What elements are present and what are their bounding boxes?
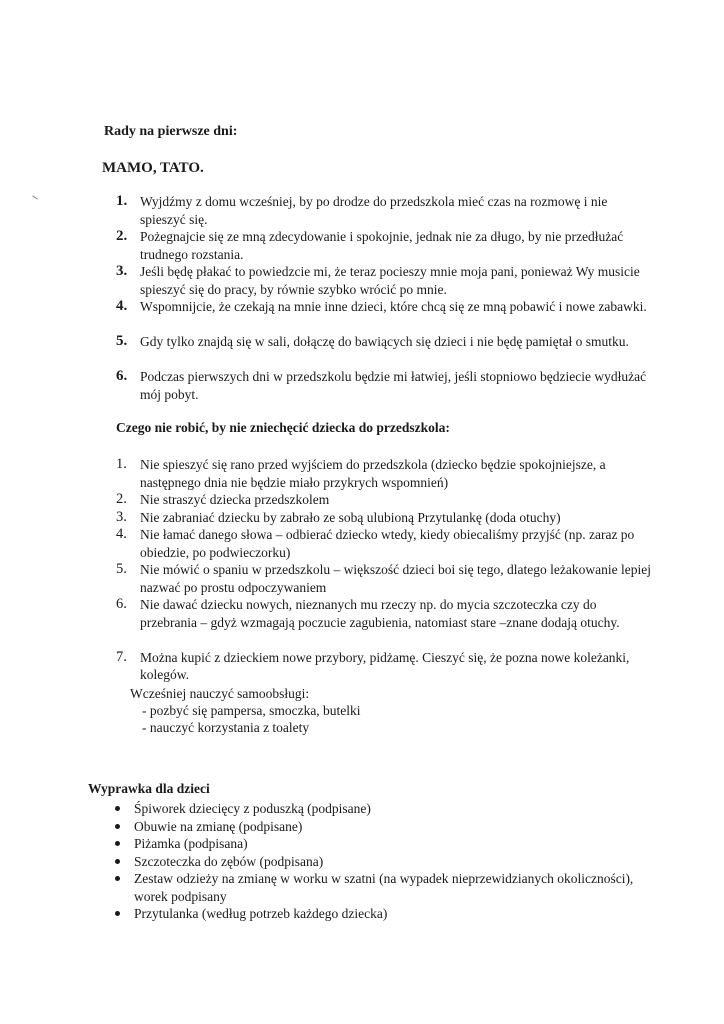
list-number: 4. xyxy=(116,298,128,314)
list-item-text: Zestaw odzieży na zmianę w worku w szatni (na wypadek nieprzewidzianych okoliczności), worek podpisany xyxy=(134,871,634,904)
scan-mark xyxy=(32,195,37,199)
list-number: 1. xyxy=(116,193,128,209)
donts-list xyxy=(116,456,656,684)
list-number: 6. xyxy=(116,596,127,612)
list-item-text: Gdy tylko znajdą się w sali, dołączę do bawiących się dzieci i nie będę pamiętał o smutku. xyxy=(140,334,629,349)
list-item xyxy=(116,263,656,298)
bullet-icon xyxy=(115,841,120,846)
list-item-text: Wspomnijcie, że czekają na mnie inne dzieci, które chcą się ze mną pobawić i nowe zabawki. xyxy=(140,299,647,314)
list-number: 6. xyxy=(116,368,128,384)
list-item xyxy=(114,905,634,923)
list-item-text: Wyjdźmy z domu wcześniej, by po drodze do przedszkola mieć czas na rozmowę i nie spieszyć się. xyxy=(140,194,608,227)
layette-heading: Wyprawka dla dzieci xyxy=(88,781,210,796)
list-item xyxy=(114,800,634,818)
list-item-text: Nie łamać danego słowa – odbierać dziecko wtedy, kiedy obiecaliśmy przyjść (np. zaraz po obiedzie, po podwieczorku) xyxy=(140,527,635,560)
list-number: 4. xyxy=(116,526,127,542)
list-item-text: Pożegnajcie się ze mną zdecydowanie i spokojnie, jednak nie za długo, by nie przedłużać trudnego rozstania. xyxy=(140,229,624,262)
list-item xyxy=(114,835,634,853)
list-number: 2. xyxy=(116,228,128,244)
list-item xyxy=(114,818,634,836)
list-number: 5. xyxy=(116,333,128,349)
list-item-text: Podczas pierwszych dni w przedszkolu będzie mi łatwiej, jeśli stopniowo będziecie wydłużać mój pobyt. xyxy=(140,369,647,402)
list-item-text: Można kupić z dzieckiem nowe przybory, pidżamę. Cieszyć się, że pozna nowe koleżanki, kolegów. xyxy=(140,649,630,682)
list-number: 3. xyxy=(116,508,127,525)
list-item xyxy=(116,491,656,509)
list-number: 1. xyxy=(116,456,127,472)
list-item-text: Nie spieszyć się rano przed wyjściem do przedszkola (dziecko będzie spokojniejsze, a następnego dnia nie będzie miało przykrych wspomnień) xyxy=(140,457,606,490)
list-number: 2. xyxy=(116,491,127,507)
list-number: 7. xyxy=(116,648,127,665)
list-item-text: Piżamka (podpisana) xyxy=(134,836,248,851)
self-care-item: - nauczyć korzystania z toalety xyxy=(142,720,310,735)
list-number: 5. xyxy=(116,561,127,577)
list-item-text: Śpiworek dziecięcy z poduszką (podpisane) xyxy=(134,801,371,816)
list-item xyxy=(116,193,656,228)
list-item xyxy=(116,509,656,527)
bullet-icon xyxy=(115,876,120,881)
list-item-text: Nie mówić o spaniu w przedszkolu – większość dzieci boi się tego, dlatego leżakowanie lepiej nazwać po prostu odpoczywaniem xyxy=(140,562,651,595)
donts-heading: Czego nie robić, by nie zniechęcić dziecka do przedszkola: xyxy=(116,420,450,435)
list-item xyxy=(114,853,634,871)
list-item xyxy=(116,298,656,333)
heading: Rady na pierwsze dni: xyxy=(104,124,238,139)
list-item xyxy=(114,870,634,905)
list-item xyxy=(116,596,656,649)
address-heading: MAMO, TATO. xyxy=(102,160,204,176)
list-item xyxy=(116,456,656,491)
bullet-icon xyxy=(115,806,120,811)
list-item-text: Nie dawać dziecku nowych, nieznanych mu rzeczy np. do mycia szczoteczka czy do przebrania – gdyż wzmagają poczucie zagubienia, natomiast stare –znane dodają otuchy. xyxy=(140,597,620,630)
list-item xyxy=(116,368,656,403)
list-item-text: Obuwie na zmianę (podpisane) xyxy=(134,818,303,834)
list-item-text: Przytulanka (według potrzeb każdego dziecka) xyxy=(134,906,388,921)
tips-list xyxy=(116,193,656,403)
list-item xyxy=(116,649,656,684)
list-item xyxy=(116,526,656,561)
bullet-icon xyxy=(115,911,120,916)
bullet-icon xyxy=(115,859,120,864)
list-item xyxy=(116,228,656,263)
layette-list xyxy=(114,800,634,923)
list-item xyxy=(116,333,656,368)
list-item xyxy=(116,561,656,596)
list-item-text: Szczoteczka do zębów (podpisana) xyxy=(134,853,324,869)
list-number: 3. xyxy=(116,263,128,279)
list-item-text: Jeśli będę płakać to powiedzcie mi, że teraz pocieszy mnie moja pani, ponieważ Wy musicie spieszyć się do pracy, by równie szybko wrócić po mnie. xyxy=(140,264,640,297)
self-care-item: - pozbyć się pampersa, smoczka, butelki xyxy=(142,703,361,718)
list-item-text: Nie straszyć dziecka przedszkolem xyxy=(140,492,330,507)
list-item-text: Nie zabraniać dziecku by zabrało ze sobą ulubioną Przytulankę (doda otuchy) xyxy=(140,509,561,525)
bullet-icon xyxy=(115,824,120,829)
self-care-intro: Wcześniej nauczyć samoobsługi: xyxy=(130,686,310,701)
